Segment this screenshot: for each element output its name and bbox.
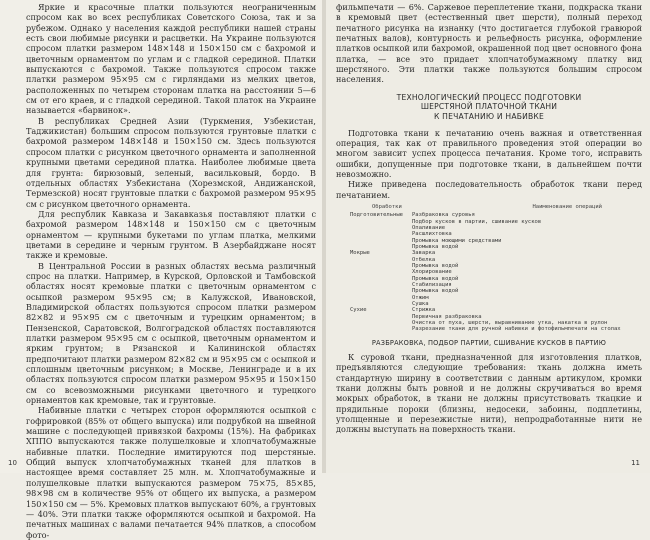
- operation-name: Первичная разбраковка: [412, 313, 482, 320]
- operations-rows: [336, 212, 642, 333]
- paragraph: В республиках Средней Азии (Туркмения, Узбекистан, Таджикистан) большим спросом пользуются грунтовые платки с бахромой размером 148×148 и 150×150 см. Здесь пользуются спросом платки с рисунком цветочного орнамента и заполненной крупными цветами серединой платка. Наиболее любимые цвета для грунта: бирюзовый, зеленый, васильковый, бордо. В отдельных областях Узбекистана (Хорезмской, Андижанской, Термезской) носят грунтовые платки с бахромой размером 95×95 см с рисунком цветочного орнамента.: [26, 115, 316, 209]
- operation-name: Промывка водой: [412, 275, 459, 282]
- subsection-heading: РАЗБРАКОВКА, ПОДБОР ПАРТИИ, СШИВАНИЕ КУСКОВ В ПАРТИЮ: [371, 338, 607, 347]
- header-treatments: Обработки: [372, 203, 402, 210]
- operation-name: Промывка водой: [412, 244, 459, 250]
- operation-name: Хлорирование: [412, 269, 452, 276]
- paragraph: фильмпечати — 6%. Саржевое переплетение ткани, подкраска ткани в кремовый цвет (естественный цвет шерсти), полный переход печатного рисунка на изнанку (что достигается глубокой гравюрой печатных валов), контурность и рельефность рисунка, оформление платков осыпкой или бахромой, окрашенной под цвет основного фона платка, — все это придает хлопчатобумажному платку вид шерстяного. Эти платки также пользуются большим спросом населения.: [336, 2, 642, 85]
- operation-name: Промывка моющими средствами: [412, 237, 502, 244]
- operation-name: Стабилизация: [412, 282, 452, 289]
- paragraph: К суровой ткани, предназначенной для изготовления платков, предъявляются следующие требования: ткань должна иметь стандартную ширину в соответствии с данным артикулом, кромки ткани должны быть ровной и не должны скручиваться во время мокрых обработок, в ткани не должны присутствовать ткацкие и прядильные пороки (близны, недосеки, забоины, подплетины, утолщенные и перезежистые нити), непродработанные нити не должны выступать на поверхность ткани.: [336, 351, 642, 435]
- page-number-right: 11: [631, 459, 640, 467]
- operation-name: Расшлихтовка: [412, 231, 452, 238]
- page-number-left: 10: [8, 459, 17, 467]
- paragraph: Для республик Кавказа и Закавказья поставляют платки с бахромой размером 148×148 и 150×150 см с цветочным орнаментом — крупными букетами по углам платка, мелкими цветами в середине и черным грунтом. В Азербайджане носят также и кремовые.: [26, 208, 316, 261]
- paragraph: В Центральной России в разных областях весьма различный спрос на платки. Например, в Курской, Орловской и Тамбовской областях носят кремовые платки с цветочным орнаментом с осыпкой размером 95×95 см; в Калужской, Ивановской, Владимирской областях пользуются спросом платки размером 82×82 и 95×95 см с цветочным и турецким орнаментом; в Пензенской, Саратовской, Волгоградской областях поставляются платки размером 95×95 см с осыпкой, цветочным орнаментом и ярким грунтом; в Рязанской и Калининской областях предпочитают платки размером 82×82 см и 95×95 см с осыпкой и сплошным цветочным рисунком; в Москве, Ленинграде и в их областях пользуются спросом платки размером 95×95 и 150×150 см со всевозможными рисунками цветочного и турецкого орнаментов как кремовые, так и грунтовые.: [26, 260, 316, 406]
- header-operations: Наименование операций: [532, 203, 602, 210]
- operation-name: Разрезание ткани для ручной набивки и фотофильмпечати на столах: [412, 326, 621, 333]
- right-page: [326, 0, 650, 473]
- operation-name: Промывка водой: [412, 263, 459, 270]
- operation-name: Промывка водой: [412, 288, 459, 295]
- operation-name: Заварка: [412, 250, 436, 257]
- paragraph: Подготовка ткани к печатанию очень важная и ответственная операция, так как от правильного проведения этой операции во многом зависит успех процесса печатания. Кроме того, исправить ошибки, допущенные при подготовке ткани, в дальнейшем почти невозможно.: [336, 127, 642, 179]
- operation-name: Стрижка: [412, 307, 436, 314]
- paragraph: Яркие и красочные платки пользуются неограниченным спросом как во всех республиках Советского Союза, так и за рубежом. Однако у населения каждой республики нашей страны есть свои любимые рисунки и расцветки. На Украине пользуются спросом платки размером 148×148 и 150×150 см с бахромой и цветочным орнаментом по углам и с гладкой серединой. Платки выпускаются с бахромой. Также пользуются спросом также платки размером 95×95 см с гирляндами из мелких цветов, расположенных по четырем сторонам платка на расстоянии 5—6 см от его краев, и с гладкой серединой. Такой платок на Украине называется «барвинок».: [26, 2, 316, 116]
- operation-name: Разбраковка суровья: [412, 212, 475, 219]
- operation-category: [336, 326, 412, 332]
- operations-table: [336, 204, 642, 333]
- operation-category: Сухие: [350, 307, 367, 314]
- operation-name: Подбор кусков в партии, сшивание кусков: [412, 218, 542, 225]
- operation-name: Очистка от пуха, шерсти, выравнивание утка, накатка в рулон: [412, 320, 608, 327]
- operation-name: Опаливание: [412, 224, 446, 231]
- section-heading-line: ШЕРСТЯНОЙ ПЛАТОЧНОЙ ТКАНИ: [420, 102, 558, 112]
- operations-table-header: [372, 204, 602, 210]
- operation-category: Подготовительные: [350, 212, 403, 219]
- paragraph: Ниже приведена последовательность обработок ткани перед печатанием.: [336, 179, 642, 200]
- section-heading-line: ТЕХНОЛОГИЧЕСКИЙ ПРОЦЕСС ПОДГОТОВКИ: [396, 92, 582, 102]
- operations-row: [336, 326, 642, 332]
- section-heading-line: К ПЕЧАТАНИЮ И НАБИВКЕ: [433, 111, 545, 121]
- operation-name: Отжим: [412, 294, 429, 301]
- section-heading: [336, 93, 642, 122]
- operation-category: Мокрые: [350, 250, 370, 257]
- operation-name: Отбелка: [412, 256, 436, 263]
- operation-name: Сушка: [412, 301, 429, 308]
- left-page: [0, 0, 322, 540]
- right-text-column: [336, 2, 642, 435]
- left-text-column: [26, 2, 316, 540]
- paragraph: Набивные платки с четырех сторон оформляются осыпкой с гофрировкой (85% от общего выпуска) или подрубкой на швейной машине с последующей привязкой бахромы (15%). На фабриках ХППО выпускаются также полушелковые и хлопчатобумажные набивные платки. Последние имитируются под шерстяные. Общий выпуск хлопчатобумажных тканей для платков в настоящее время составляет 25 млн. м. Хлопчатобумажные и полушелковые платки выпускаются размером 75×75, 85×85, 98×98 см в количестве 95% от общего их выпуска, а размером 150×150 см — 5%. Кремовых платков выпускают 60%, а грунтовых — 40%. Эти платки также оформляются осыпкой и бахромой. На печатных машинах с валами печатается 94% платков, а способом фото-: [26, 405, 316, 540]
